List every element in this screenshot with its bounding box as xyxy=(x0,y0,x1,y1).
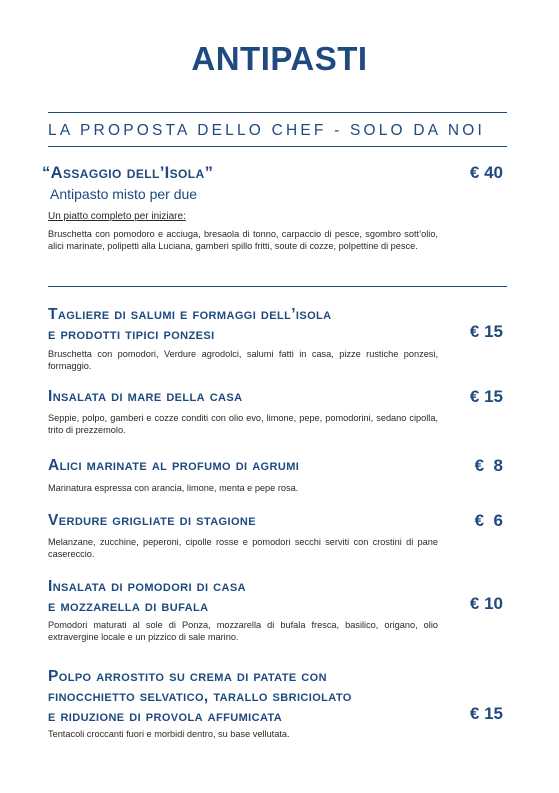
dish-description: Tentacoli croccanti fuori e morbidi dentro, su base vellutata. xyxy=(48,729,290,739)
dish-price: € 15 xyxy=(469,322,503,341)
featured-dish-price: € 40 xyxy=(469,163,503,182)
dish-name xyxy=(48,667,352,727)
dish-description: Marinatura espressa con arancia, limone, menta e pepe rosa. xyxy=(48,483,299,493)
featured-dish-subtitle: Antipasto misto per due xyxy=(50,186,198,202)
dish-name xyxy=(48,577,246,617)
dish-name xyxy=(48,456,299,476)
dish-price: € 6 xyxy=(474,511,503,530)
dish-name-line: Tagliere di salumi e formaggi dell’isola xyxy=(48,306,332,323)
dish-description: Seppie, polpo, gamberi e cozze conditi con olio evo, limone, pepe, pomodorini, sedano cipolla, trito di prezzemolo. xyxy=(48,413,438,435)
dish-name xyxy=(48,305,332,345)
dish-name-line: e prodotti tipici ponzesi xyxy=(48,326,215,343)
header-bottom-divider xyxy=(48,146,507,147)
featured-dish-name: “Assaggio dell’Isola” xyxy=(42,164,214,182)
dish-name-line: finocchietto selvatico, tarallo sbriciolato xyxy=(48,688,352,705)
featured-dish-description: Bruschetta con pomodoro e acciuga, bresaola di tonno, carpaccio di pesce, sgombro sott’olio, alici marinate, polipetti alla Luciana, gamberi spillo fritti, soute di cozze, polpettine di pesce. xyxy=(48,229,438,251)
dish-price: € 8 xyxy=(474,456,503,475)
dish-description: Melanzane, zucchine, peperoni, cipolle rosse e pomodori secchi serviti con crostini di pane casereccio. xyxy=(48,537,438,559)
dish-price: € 15 xyxy=(469,704,503,723)
dish-description: Pomodori maturati al sole di Ponza, mozzarella di bufala fresca, basilico, origano, olio extravergine locale e un pizzico di sale marino. xyxy=(48,620,438,642)
featured-dish-intro: Un piatto completo per iniziare: xyxy=(48,211,186,222)
dish-name-line: Alici marinate al profumo di agrumi xyxy=(48,457,300,474)
dish-name-line: Insalata di mare della casa xyxy=(48,388,243,405)
dish-name xyxy=(48,511,256,531)
dish-name-line: Insalata di pomodori di casa xyxy=(48,578,246,595)
dish-name-line: e riduzione di provola affumicata xyxy=(48,708,283,725)
dish-name-line: Verdure grigliate di stagione xyxy=(48,512,257,529)
dish-description: Bruschetta con pomodori, Verdure agrodolci, salumi fatti in casa, pizze rustiche ponzesi, formaggio. xyxy=(48,349,438,371)
page-title: ANTIPASTI xyxy=(191,40,368,77)
dish-name-line: Polpo arrostito su crema di patate con xyxy=(48,668,327,685)
section-subtitle: LA PROPOSTA DELLO CHEF - SOLO DA NOI xyxy=(48,122,486,139)
dish-name xyxy=(48,387,242,407)
dish-price: € 10 xyxy=(469,594,503,613)
dish-price: € 15 xyxy=(469,387,503,406)
section-divider xyxy=(48,286,507,287)
dish-name-line: e mozzarella di bufala xyxy=(48,598,209,615)
header-top-divider xyxy=(48,112,507,113)
